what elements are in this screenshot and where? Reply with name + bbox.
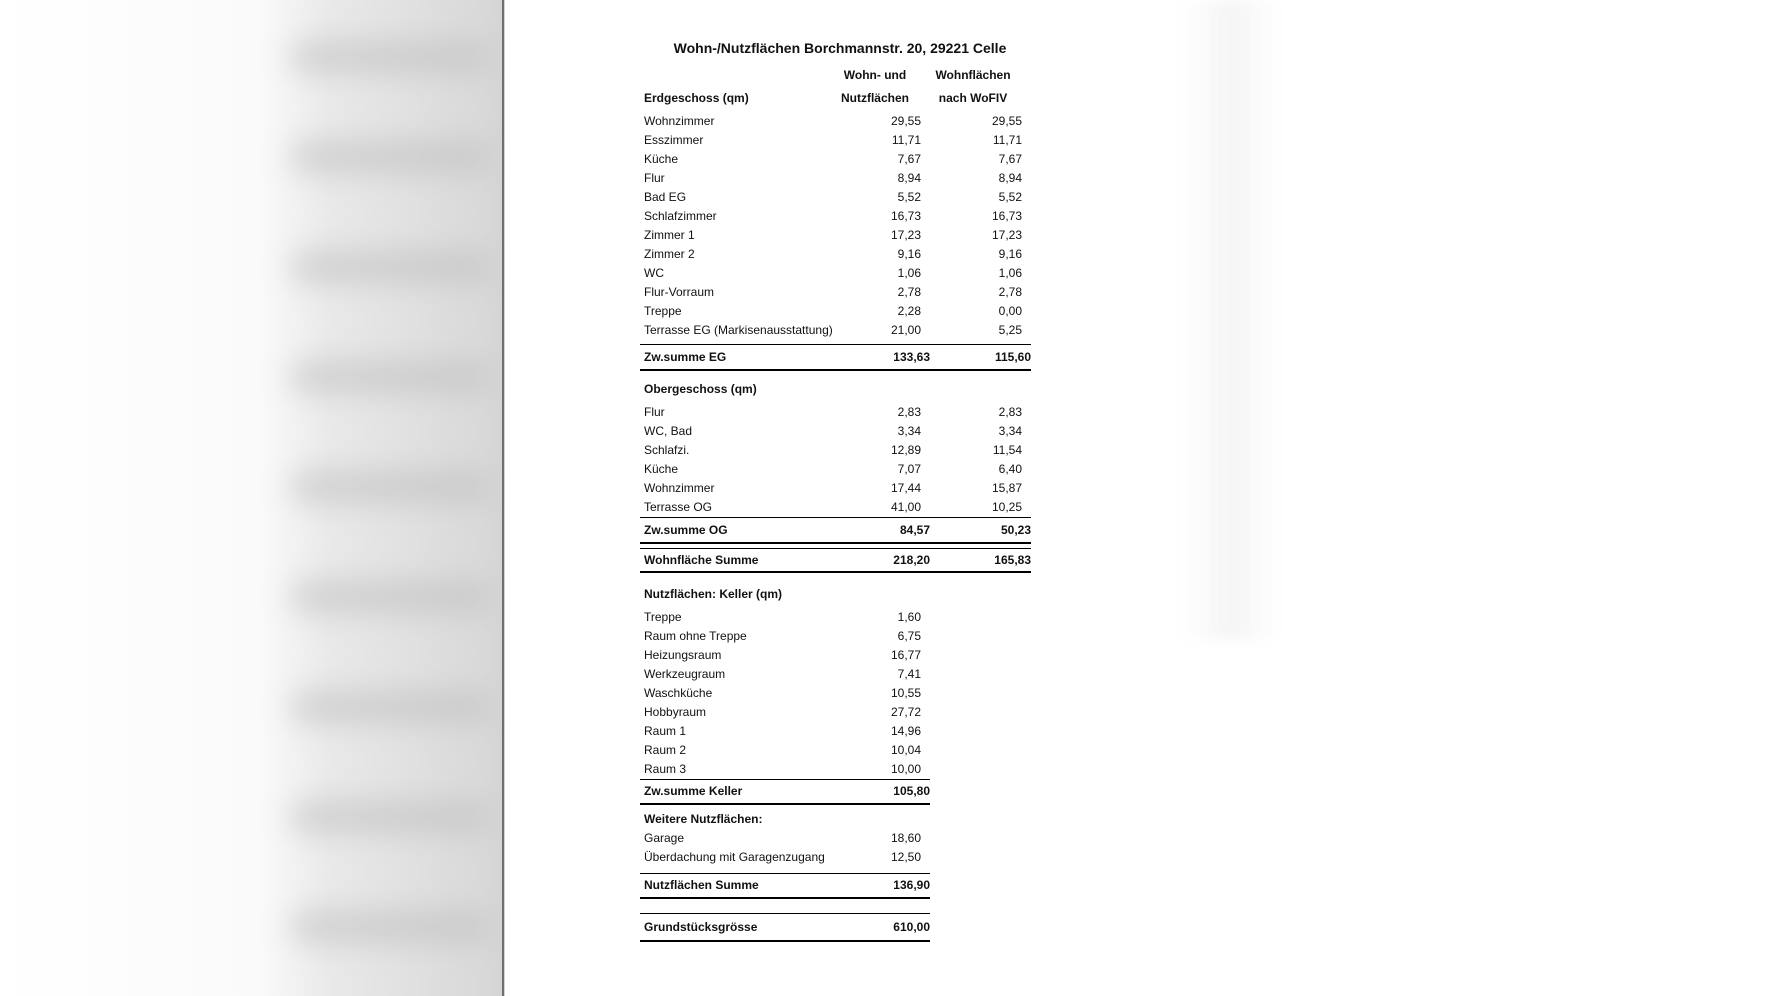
- row-label: Treppe: [644, 610, 682, 624]
- row-value-wofiv: 5,25: [998, 323, 1022, 337]
- row-label: Raum 2: [644, 743, 687, 757]
- table-row: [640, 498, 1031, 517]
- row-value-wofiv: 8,94: [998, 171, 1022, 185]
- col2-header-line2: nach WoFIV: [938, 91, 1008, 105]
- table-row: [640, 321, 1031, 340]
- subtotal-label: Zw.summe OG: [644, 523, 728, 537]
- row-value-wofiv: 17,23: [991, 228, 1022, 242]
- row-value-total: 2,28: [897, 304, 921, 318]
- row-label: Wohnzimmer: [644, 114, 715, 128]
- row-value-total: 29,55: [890, 114, 921, 128]
- row-value-wofiv: 10,25: [991, 500, 1022, 514]
- row-value-total: 8,94: [897, 171, 921, 185]
- table-row: [640, 479, 1031, 498]
- row-value-total: 12,89: [890, 443, 921, 457]
- wohnflaeche-total-row: [640, 548, 1031, 573]
- table-row: [640, 848, 1031, 867]
- row-label: WC: [644, 266, 664, 280]
- row-label: Zimmer 2: [644, 247, 695, 261]
- row-value-total: 17,23: [890, 228, 921, 242]
- row-label: Raum 3: [644, 762, 687, 776]
- table-row: [640, 112, 1031, 131]
- table-row: [640, 741, 1031, 760]
- row-label: Schlafzimmer: [644, 209, 717, 223]
- row-value-total: 10,04: [890, 743, 921, 757]
- row-value-total: 21,00: [890, 323, 921, 337]
- row-label: Terrasse OG: [644, 500, 713, 514]
- subtotal-label: Zw.summe EG: [644, 350, 727, 364]
- table-row: [640, 131, 1031, 150]
- blurred-background-panel: [0, 0, 505, 996]
- row-label: Terrasse EG (Markisenausstattung): [644, 323, 833, 337]
- row-value-total: 27,72: [890, 705, 921, 719]
- row-value-wofiv: 1,06: [998, 266, 1022, 280]
- row-value-total: 10,55: [890, 686, 921, 700]
- row-value-wofiv: 2,78: [998, 285, 1022, 299]
- table-row: [640, 226, 1031, 245]
- document-title: Wohn-/Nutzflächen Borchmannstr. 20, 29221 Celle: [673, 40, 1007, 56]
- right-blur-edge: [1180, 0, 1280, 640]
- row-value-total: 11,71: [891, 133, 921, 147]
- row-label: Schlafzi.: [644, 443, 690, 457]
- row-value-total: 1,06: [897, 266, 921, 280]
- total-label: Nutzflächen Summe: [644, 878, 759, 892]
- table-row: [640, 403, 1031, 422]
- row-value-total: 6,75: [897, 629, 921, 643]
- row-label: Treppe: [644, 304, 682, 318]
- row-value-wofiv: 6,40: [998, 462, 1022, 476]
- row-label: Werkzeugraum: [644, 667, 726, 681]
- subtotal-label: Zw.summe Keller: [644, 784, 743, 798]
- weitere-heading: Weitere Nutzflächen:: [644, 812, 763, 826]
- plot-size-value: 610,00: [893, 920, 930, 934]
- row-label: Raum ohne Treppe: [644, 629, 747, 643]
- row-value-total: 7,41: [897, 667, 921, 681]
- col2-header-line1: Wohnflächen: [935, 68, 1011, 82]
- row-label: Flur: [644, 405, 665, 419]
- table-row: [640, 245, 1031, 264]
- row-label: Waschküche: [644, 686, 713, 700]
- row-value-total: 5,52: [897, 190, 921, 204]
- blur-smear: [290, 470, 490, 504]
- keller-rows: [640, 608, 1031, 779]
- eg-subtotal-row: [640, 344, 1031, 371]
- row-value-total: 41,00: [890, 500, 921, 514]
- total-value-total: 218,20: [893, 553, 930, 567]
- total-label: Wohnfläche Summe: [644, 553, 759, 567]
- row-label: Heizungsraum: [644, 648, 722, 662]
- weitere-rows: [640, 829, 1031, 867]
- table-row: [640, 627, 1031, 646]
- table-row: [640, 684, 1031, 703]
- table-row: [640, 829, 1031, 848]
- table-row: [640, 646, 1031, 665]
- blur-smear: [290, 360, 490, 394]
- row-label: Zimmer 1: [644, 228, 695, 242]
- row-value-total: 3,34: [897, 424, 921, 438]
- row-value-total: 7,67: [897, 152, 921, 166]
- row-value-wofiv: 2,83: [998, 405, 1022, 419]
- row-value-wofiv: 11,71: [992, 133, 1022, 147]
- table-row: [640, 665, 1031, 684]
- table-row: [640, 760, 1031, 779]
- table-row: [640, 722, 1031, 741]
- og-heading: Obergeschoss (qm): [644, 382, 757, 396]
- row-label: Hobbyraum: [644, 705, 707, 719]
- blur-smear: [290, 40, 490, 74]
- blur-smear: [290, 140, 490, 174]
- row-value-total: 1,60: [897, 610, 921, 624]
- row-value-total: 16,77: [890, 648, 921, 662]
- keller-subtotal-row: [640, 779, 930, 805]
- area-table-document: [640, 40, 1040, 942]
- table-row: [640, 188, 1031, 207]
- table-row: [640, 283, 1031, 302]
- blur-smear: [290, 690, 490, 724]
- eg-rows: [640, 112, 1031, 340]
- og-rows: [640, 403, 1031, 517]
- column-header: [640, 66, 1040, 112]
- keller-heading: Nutzflächen: Keller (qm): [644, 587, 783, 601]
- row-value-total: 9,16: [897, 247, 921, 261]
- blur-smear: [290, 580, 490, 614]
- table-row: [640, 169, 1031, 188]
- col1-header-line1: Wohn- und: [843, 68, 907, 82]
- table-row: [640, 441, 1031, 460]
- page-divider: [502, 0, 504, 996]
- grundstueck-row: [640, 913, 930, 942]
- row-value-wofiv: 5,52: [998, 190, 1022, 204]
- plot-size-label: Grundstücksgrösse: [644, 920, 758, 934]
- total-value-wofiv: 165,83: [994, 553, 1031, 567]
- row-value-wofiv: 3,34: [998, 424, 1022, 438]
- row-value-wofiv: 11,54: [992, 443, 1022, 457]
- table-row: [640, 150, 1031, 169]
- subtotal-value-wofiv: 115,60: [994, 350, 1031, 364]
- row-label: Wohnzimmer: [644, 481, 715, 495]
- blur-smear: [290, 250, 490, 284]
- row-value-wofiv: 9,16: [998, 247, 1022, 261]
- row-value-wofiv: 16,73: [991, 209, 1022, 223]
- row-value-total: 17,44: [890, 481, 921, 495]
- row-value-total: 7,07: [897, 462, 921, 476]
- subtotal-value-total: 105,80: [893, 784, 930, 798]
- row-value-total: 10,00: [890, 762, 921, 776]
- total-value-total: 136,90: [893, 878, 930, 892]
- row-value-total: 18,60: [890, 831, 921, 845]
- table-row: [640, 207, 1031, 226]
- row-value-total: 2,83: [897, 405, 921, 419]
- row-label: Küche: [644, 462, 679, 476]
- row-label: Raum 1: [644, 724, 687, 738]
- eg-heading: Erdgeschoss (qm): [644, 91, 749, 105]
- blur-smear: [290, 910, 490, 944]
- row-value-total: 2,78: [897, 285, 921, 299]
- row-value-wofiv: 0,00: [998, 304, 1022, 318]
- row-label: Küche: [644, 152, 679, 166]
- row-value-wofiv: 7,67: [998, 152, 1022, 166]
- row-label: WC, Bad: [644, 424, 693, 438]
- og-subtotal-row: [640, 517, 1031, 544]
- table-row: [640, 460, 1031, 479]
- table-row: [640, 302, 1031, 321]
- row-value-wofiv: 15,87: [991, 481, 1022, 495]
- row-value-wofiv: 29,55: [991, 114, 1022, 128]
- row-label: Flur-Vorraum: [644, 285, 715, 299]
- table-row: [640, 422, 1031, 441]
- row-label: Garage: [644, 831, 685, 845]
- blur-smear: [290, 800, 490, 834]
- nutzflaechen-total-row: [640, 873, 930, 899]
- row-label: Flur: [644, 171, 665, 185]
- row-label: Bad EG: [644, 190, 687, 204]
- row-label: Esszimmer: [644, 133, 704, 147]
- table-row: [640, 608, 1031, 627]
- subtotal-value-total: 133,63: [893, 350, 930, 364]
- table-row: [640, 264, 1031, 283]
- row-label: Überdachung mit Garagenzugang: [644, 850, 825, 864]
- col1-header-line2: Nutzflächen: [840, 91, 909, 105]
- subtotal-value-total: 84,57: [899, 523, 930, 537]
- row-value-total: 14,96: [890, 724, 921, 738]
- table-row: [640, 703, 1031, 722]
- subtotal-value-wofiv: 50,23: [1000, 523, 1031, 537]
- row-value-total: 16,73: [890, 209, 921, 223]
- row-value-total: 12,50: [890, 850, 921, 864]
